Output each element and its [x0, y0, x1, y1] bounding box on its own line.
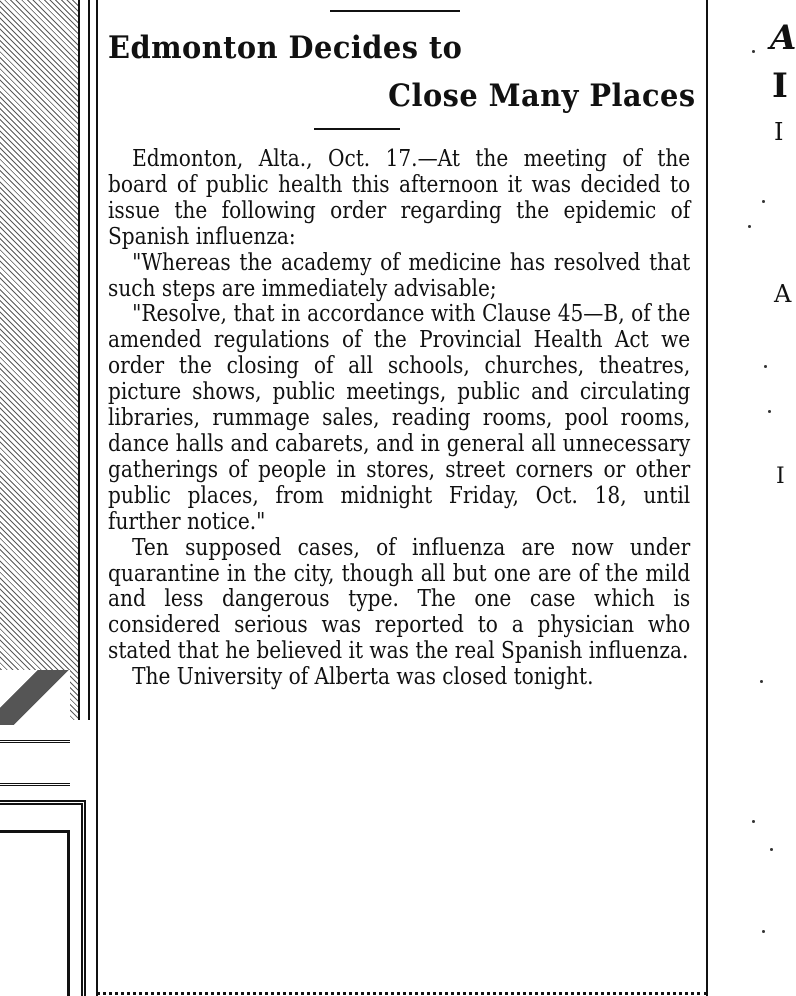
print-speck: [770, 848, 773, 851]
fragment-letter: I: [772, 66, 788, 106]
fragment-letter: I: [774, 118, 784, 146]
decorative-diagonal: [0, 670, 70, 725]
print-speck: [762, 200, 765, 203]
article-body: [108, 146, 690, 690]
fragment-letter: I: [776, 464, 785, 489]
headline-line-1: Edmonton Decides to: [108, 30, 463, 66]
headline-line-2: Close Many Places: [388, 78, 696, 114]
paragraph: Ten supposed cases, of influenza are now under quarantine in the city, though all but one are of the mild and less dangerous type. The one case which is considered serious was reported to a physician who stated that he believed it was the real Spanish influenza.: [108, 532, 691, 665]
print-speck: [752, 50, 755, 53]
adjacent-column-fragment: [712, 0, 796, 996]
decorative-lines: [0, 740, 70, 786]
paragraph: Edmonton, Alta., Oct. 17.—At the meeting of the board of public health this afternoon it was decided to issue the following order regarding the epidemic of Spanish influenza:: [108, 144, 691, 250]
top-divider: [330, 10, 460, 12]
print-speck: [760, 680, 763, 683]
print-speck: [752, 820, 755, 823]
paragraph: "Whereas the academy of medicine has resolved that such steps are immediately advisable;: [108, 247, 691, 302]
column-rule-right: [706, 0, 708, 996]
cutoff-next-headline: [96, 992, 708, 995]
paragraph: The University of Alberta was closed tonight.: [132, 662, 594, 691]
paragraph: "Resolve, that in accordance with Clause 45—B, of the amended regulations of the Provincial Health Act we order the closing of all schools, churches, theatres, picture shows, public meetings, public and circulating libraries, rummage sales, reading rooms, pool rooms, dance halls and cabarets, and in general all unnecessary gatherings of people in stores, street corners or other public places, from midnight Friday, Oct. 18, until further notice.": [108, 299, 691, 535]
print-speck: [748, 225, 751, 228]
headline-divider: [314, 128, 400, 130]
hatched-border: [0, 0, 78, 720]
print-speck: [768, 410, 771, 413]
print-speck: [762, 930, 765, 933]
adjacent-advertisement-border: [0, 0, 100, 996]
decorative-frame-inner: [0, 830, 70, 996]
print-speck: [764, 365, 767, 368]
column-rule-left: [96, 0, 98, 996]
fragment-letter: A: [770, 18, 796, 58]
fragment-letter: A: [774, 280, 792, 308]
border-edge: [78, 0, 90, 720]
